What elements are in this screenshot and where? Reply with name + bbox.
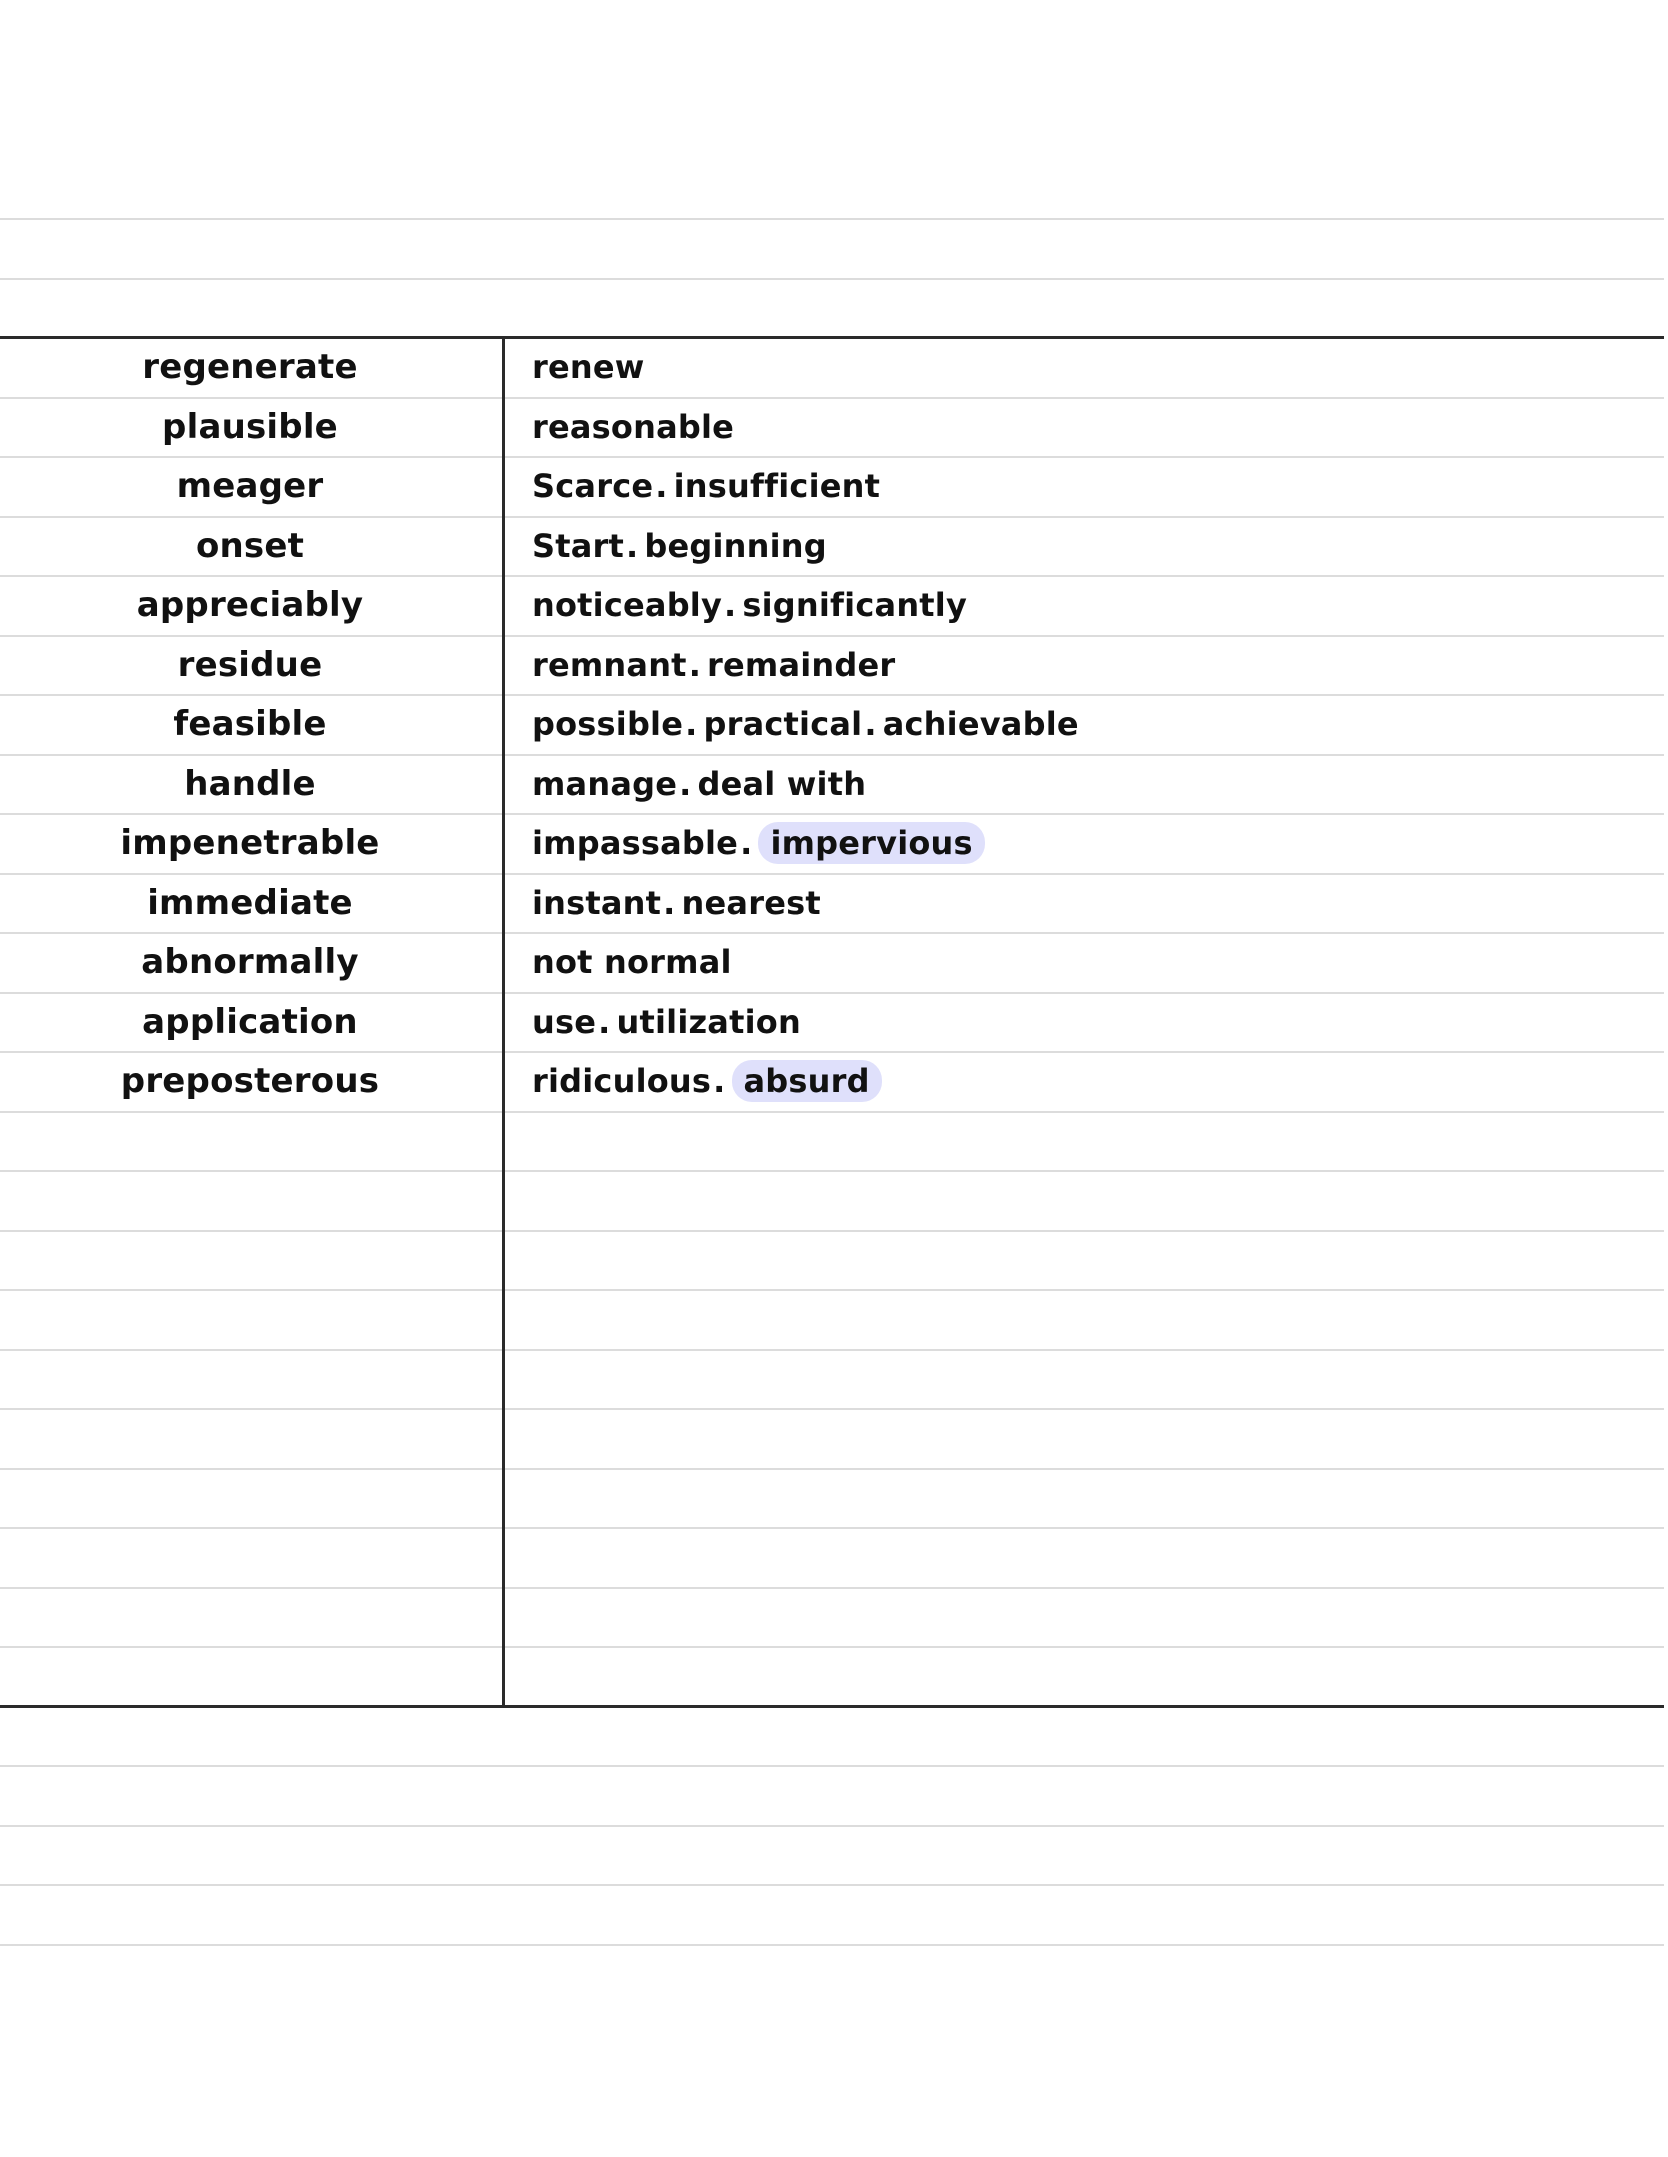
synonym: deal with — [697, 764, 867, 803]
vocab-term: meager — [176, 466, 324, 506]
vocab-definition — [532, 814, 985, 874]
ruled-line — [0, 1527, 1664, 1529]
synonym: Start — [532, 526, 625, 565]
synonym: instant — [532, 883, 662, 922]
vocab-row — [0, 933, 1664, 993]
ruled-line — [0, 1884, 1664, 1886]
vocab-term: residue — [177, 644, 323, 685]
vocab-row — [0, 814, 1664, 874]
vocab-row — [0, 457, 1664, 517]
vocab-definition — [532, 874, 821, 934]
synonym: use — [532, 1002, 597, 1041]
synonym: remnant — [532, 645, 687, 684]
vocab-row — [0, 874, 1664, 934]
ruled-line — [0, 1646, 1664, 1648]
synonym: achievable — [882, 705, 1079, 743]
definition-separator: . — [685, 705, 698, 743]
definition-separator: . — [679, 764, 692, 803]
ruled-line — [0, 278, 1664, 280]
vocab-row — [0, 755, 1664, 815]
synonym: impassable — [532, 824, 739, 862]
vocab-term: preposterous — [120, 1061, 380, 1101]
synonym: manage — [532, 764, 678, 803]
synonym: reasonable — [532, 407, 735, 446]
vocab-definition — [532, 457, 880, 517]
definition-separator: . — [598, 1002, 611, 1041]
synonym: Scarce — [532, 467, 654, 505]
ruled-line — [0, 1289, 1664, 1291]
definition-separator: . — [626, 526, 639, 565]
vocab-row — [0, 695, 1664, 755]
definition-separator: . — [724, 586, 737, 624]
synonym: nearest — [681, 883, 821, 922]
table-bottom-rule — [0, 1705, 1664, 1708]
synonym: remainder — [707, 645, 896, 684]
vocabulary-table — [0, 338, 1664, 1112]
ruled-line — [0, 1587, 1664, 1589]
highlighted-synonym: impervious — [758, 822, 984, 864]
vocab-definition — [532, 338, 645, 398]
ruled-line — [0, 218, 1664, 220]
vocab-term: immediate — [147, 882, 353, 923]
vocab-term: abnormally — [141, 942, 359, 982]
vocab-row — [0, 636, 1664, 696]
synonym: significantly — [742, 586, 968, 624]
vocab-definition — [532, 993, 801, 1053]
vocab-row — [0, 1052, 1664, 1112]
vocab-term: onset — [195, 525, 305, 566]
vocab-term: appreciably — [136, 585, 364, 625]
synonym: insufficient — [673, 467, 881, 505]
vocab-definition — [532, 755, 866, 815]
ruled-line — [0, 1468, 1664, 1470]
synonym: noticeably — [532, 586, 723, 624]
vocab-term: feasible — [173, 704, 327, 744]
definition-separator: . — [713, 1062, 726, 1100]
synonym: beginning — [644, 526, 827, 565]
vocab-term: impenetrable — [120, 823, 380, 863]
definition-separator: . — [864, 705, 877, 743]
vocab-definition — [532, 398, 734, 458]
definition-separator: . — [688, 645, 702, 684]
synonym: renew — [532, 348, 645, 386]
vocab-definition — [532, 1052, 882, 1112]
synonym: ridiculous — [532, 1062, 712, 1100]
definition-separator: . — [740, 824, 753, 862]
vocab-definition — [532, 576, 967, 636]
vocab-definition — [532, 636, 895, 696]
synonym: not normal — [532, 943, 732, 981]
ruled-line — [0, 1349, 1664, 1351]
vocab-definition — [532, 933, 732, 993]
definition-separator: . — [655, 467, 668, 505]
synonym: utilization — [616, 1002, 801, 1041]
ruled-line — [0, 1825, 1664, 1827]
vocab-definition — [532, 695, 1079, 755]
ruled-line — [0, 1944, 1664, 1946]
vocab-row — [0, 576, 1664, 636]
highlighted-synonym: absurd — [732, 1060, 882, 1102]
ruled-line — [0, 1765, 1664, 1767]
vocab-row — [0, 517, 1664, 577]
vocab-term: regenerate — [142, 347, 358, 387]
vocab-term: handle — [184, 763, 316, 804]
vocab-definition — [532, 517, 827, 577]
synonym: practical — [703, 705, 863, 743]
synonym: possible — [532, 705, 684, 743]
vocab-term: plausible — [162, 406, 338, 447]
ruled-line — [0, 1408, 1664, 1410]
vocab-row — [0, 993, 1664, 1053]
vocab-row — [0, 338, 1664, 398]
ruled-line — [0, 1170, 1664, 1172]
ruled-line — [0, 1230, 1664, 1232]
definition-separator: . — [663, 883, 676, 922]
vocab-row — [0, 398, 1664, 458]
vocab-term: application — [142, 1001, 358, 1042]
